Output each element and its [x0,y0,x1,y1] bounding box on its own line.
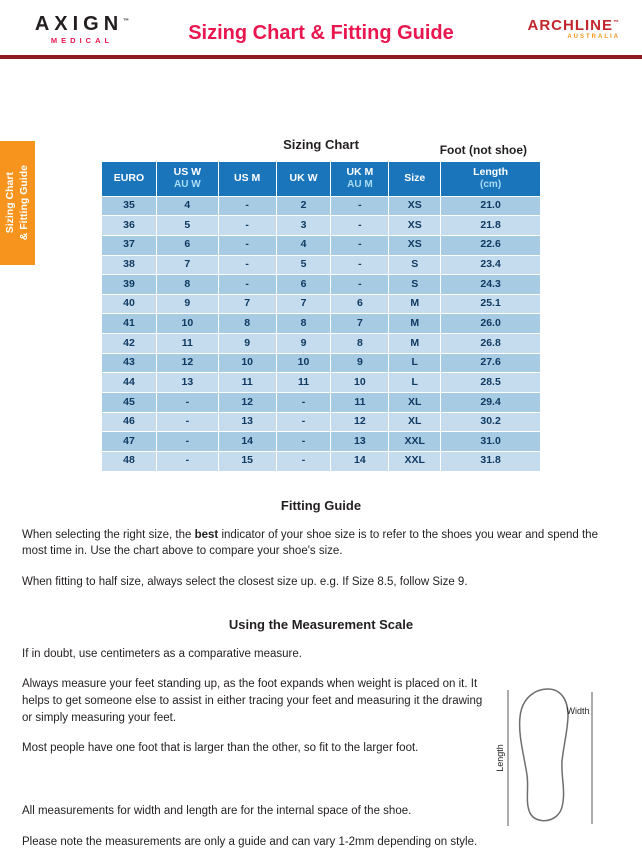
table-cell: - [156,412,218,432]
archline-logo [500,14,620,40]
table-cell: 11 [218,373,276,393]
table-cell: 21.0 [441,196,541,216]
table-cell: - [156,393,218,413]
table-cell: 39 [102,275,157,295]
column-header: Length (cm) [441,162,541,197]
table-cell: 14 [331,451,389,471]
table-cell: M [389,334,441,354]
table-row [102,451,541,471]
axign-logo-word [22,14,142,34]
axign-logo [22,14,142,45]
table-row [102,393,541,413]
table-cell: - [331,275,389,295]
column-header: UK M AU M [331,162,389,197]
foot-outline-svg [494,682,598,834]
measurement-paragraph-4: All measurements for width and length are for the internal space of the shoe. [22,804,412,817]
table-cell: 41 [102,314,157,334]
table-row [102,353,541,373]
table-cell: - [331,216,389,236]
side-tab-line1: Sizing Chart [3,172,16,234]
table-cell: 10 [331,373,389,393]
table-cell: - [218,255,276,275]
table-row [102,275,541,295]
table-cell: 7 [218,294,276,314]
table-cell: 38 [102,255,157,275]
table-cell: 37 [102,235,157,255]
table-cell: 25.1 [441,294,541,314]
table-cell: 9 [276,334,331,354]
table-cell: 9 [156,294,218,314]
table-row [102,294,541,314]
table-cell: 13 [331,432,389,452]
table-cell: XL [389,393,441,413]
sizing-table [101,161,541,472]
table-cell: 48 [102,451,157,471]
page-title: Sizing Chart & Fitting Guide [188,22,454,44]
table-cell: 8 [331,334,389,354]
side-tab-label [4,165,31,240]
sizing-chart-header-row [101,137,541,155]
table-cell: 6 [276,275,331,295]
table-cell: 36 [102,216,157,236]
table-cell: - [276,412,331,432]
table-cell: 40 [102,294,157,314]
table-cell: - [276,451,331,471]
table-cell: 12 [218,393,276,413]
table-cell: 24.3 [441,275,541,295]
side-tab-line2: & Fitting Guide [17,165,30,241]
table-cell: - [218,196,276,216]
table-cell: XXL [389,451,441,471]
measurement-heading: Using the Measurement Scale [228,616,414,632]
column-header: US M [218,162,276,197]
table-cell: 13 [156,373,218,393]
table-cell: 6 [156,235,218,255]
fitting-guide-heading: Fitting Guide [280,497,362,513]
width-label: Width [566,705,590,716]
column-header: Size [389,162,441,197]
table-cell: - [276,393,331,413]
table-cell: 3 [276,216,331,236]
table-cell: 8 [218,314,276,334]
table-cell: 7 [276,294,331,314]
foot-outline-path [520,689,568,821]
measurement-paragraph-5: Please note the measurements are only a guide and can vary 1-2mm depending on style. [22,835,478,848]
table-cell: 35 [102,196,157,216]
table-cell: 28.5 [441,373,541,393]
column-header: UK W [276,162,331,197]
table-cell: 26.8 [441,334,541,354]
table-cell: 9 [218,334,276,354]
table-row [102,412,541,432]
table-row [102,432,541,452]
table-cell: 31.8 [441,451,541,471]
table-cell: XS [389,196,441,216]
measurement-paragraph-2: Always measure your feet standing up, as the foot expands when weight is placed on it. It helps to get someone else to assist in either tracing your feet and measuring it the drawing or simply measuring your feet. [22,678,483,724]
sizing-chart-heading: Sizing Chart [283,137,359,152]
table-cell: 4 [156,196,218,216]
table-row [102,373,541,393]
table-cell: 15 [218,451,276,471]
table-cell: L [389,353,441,373]
table-cell: - [218,235,276,255]
axign-trademark: ™ [123,18,130,25]
table-row [102,334,541,354]
sizing-table-header-row-tr [102,162,541,197]
archline-logo-word [500,18,620,33]
table-cell: 10 [218,353,276,373]
table-cell: - [276,432,331,452]
table-cell: 11 [276,373,331,393]
table-cell: 11 [331,393,389,413]
table-cell: 12 [331,412,389,432]
measurement-paragraph-1: If in doubt, use centimeters as a comparative measure. [22,647,302,660]
axign-logo-text: AXIGN [34,13,124,35]
table-cell: M [389,314,441,334]
fitting-guide-p1-post: indicator of your shoe size is to refer to the shoes you wear and spend the most time in. Use the chart above to compare your shoe's size. [22,528,598,558]
table-cell: 9 [331,353,389,373]
header-divider [0,55,642,59]
table-cell: 11 [156,334,218,354]
table-cell: 14 [218,432,276,452]
table-cell: M [389,294,441,314]
table-cell: 10 [276,353,331,373]
archline-trademark: ™ [613,20,620,26]
table-cell: 30.2 [441,412,541,432]
column-header: US W AU W [156,162,218,197]
archline-logo-subtitle: AUSTRALIA [567,34,620,40]
table-cell: 5 [156,216,218,236]
fitting-guide-paragraph-1 [22,527,620,560]
measurement-section [22,646,620,848]
table-cell: 43 [102,353,157,373]
axign-logo-subtitle: MEDICAL [50,36,114,45]
table-cell: - [218,275,276,295]
table-row [102,196,541,216]
table-cell: - [331,255,389,275]
table-cell: 6 [331,294,389,314]
fitting-guide-p1-pre: When selecting the right size, the [22,528,195,541]
table-cell: L [389,373,441,393]
table-row [102,235,541,255]
table-cell: 46 [102,412,157,432]
table-cell: 7 [156,255,218,275]
table-cell: 5 [276,255,331,275]
table-cell: 8 [156,275,218,295]
table-cell: 47 [102,432,157,452]
table-cell: S [389,255,441,275]
table-cell: 22.6 [441,235,541,255]
header [0,0,642,45]
table-cell: 12 [156,353,218,373]
table-cell: 21.8 [441,216,541,236]
table-cell: XS [389,235,441,255]
length-label: Length [495,743,505,772]
table-cell: - [218,216,276,236]
table-row [102,314,541,334]
table-cell: - [331,235,389,255]
measurement-paragraph-3: Most people have one foot that is larger than the other, so fit to the larger foot. [22,742,419,755]
table-cell: 13 [218,412,276,432]
table-cell: 7 [331,314,389,334]
table-cell: XL [389,412,441,432]
column-header: EURO [102,162,157,197]
table-cell: XXL [389,432,441,452]
table-cell: 29.4 [441,393,541,413]
table-cell: 4 [276,235,331,255]
table-cell: - [156,432,218,452]
foot-measurement-diagram [494,682,598,834]
archline-logo-text: ARCHLINE [527,17,613,34]
table-cell: XS [389,216,441,236]
table-cell: 45 [102,393,157,413]
table-cell: 2 [276,196,331,216]
fitting-guide-p1-bold: best [194,528,219,541]
table-cell: 27.6 [441,353,541,373]
table-cell: - [156,451,218,471]
sizing-chart-section [101,137,541,472]
table-cell: 23.4 [441,255,541,275]
table-cell: 31.0 [441,432,541,452]
table-row [102,255,541,275]
sizing-table-head [102,162,541,197]
fitting-guide-paragraph-2: When fitting to half size, always select the closest size up. e.g. If Size 8.5, follow Size 9. [22,575,468,588]
foot-not-shoe-label: Foot (not shoe) [439,143,527,157]
table-cell: S [389,275,441,295]
table-cell: 26.0 [441,314,541,334]
table-cell: 44 [102,373,157,393]
table-cell: 10 [156,314,218,334]
table-row [102,216,541,236]
sizing-table-body [102,196,541,471]
table-cell: 42 [102,334,157,354]
side-tab [0,141,35,265]
table-cell: 8 [276,314,331,334]
table-cell: - [331,196,389,216]
